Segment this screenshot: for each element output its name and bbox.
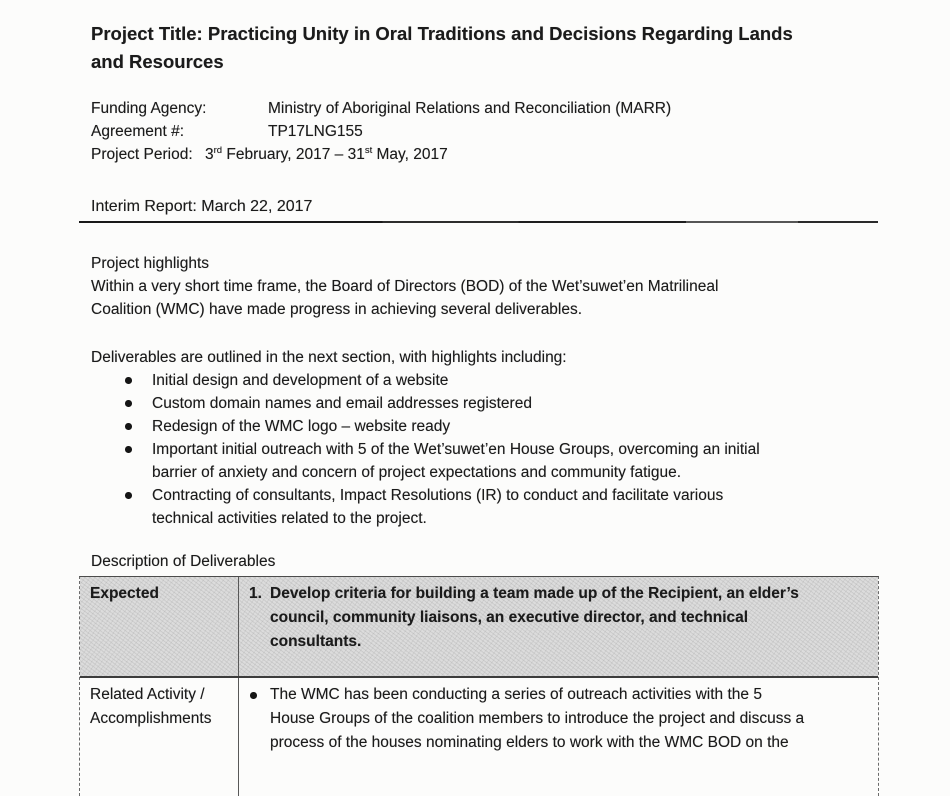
bullet-icon bbox=[125, 492, 132, 499]
deliverables-intro: Deliverables are outlined in the next section, with highlights including: bbox=[91, 349, 567, 366]
row-label-line: Related Activity / bbox=[90, 686, 205, 703]
cell-text-line: The WMC has been conducting a series of outreach activities with the 5 bbox=[270, 686, 762, 703]
bullet-icon bbox=[125, 400, 132, 407]
cell-text-line: consultants. bbox=[270, 633, 362, 650]
agreement-number-value: TP17LNG155 bbox=[268, 123, 363, 140]
ordinal-superscript: st bbox=[364, 144, 373, 156]
cell-text-line: Develop criteria for building a team made up of the Recipient, an elder’s bbox=[270, 585, 799, 602]
row-label-line: Accomplishments bbox=[90, 710, 212, 727]
list-item-line: Custom domain names and email addresses registered bbox=[152, 395, 532, 412]
row-label-cell: Expected bbox=[80, 577, 239, 676]
list-item-line: Important initial outreach with 5 of the Wet’suwet’en House Groups, overcoming an initial bbox=[152, 441, 760, 458]
project-highlights-line: Coalition (WMC) have made progress in achieving several deliverables. bbox=[91, 301, 583, 318]
horizontal-rule bbox=[79, 221, 878, 223]
funding-agency-value: Ministry of Aboriginal Relations and Reconciliation (MARR) bbox=[268, 100, 672, 117]
cell-text bbox=[270, 683, 868, 755]
project-period-row bbox=[91, 143, 878, 166]
project-highlights-line: Within a very short time frame, the Board of Directors (BOD) of the Wet’suwet’en Matrilineal bbox=[91, 278, 719, 295]
cell-text-line: process of the houses nominating elders to work with the WMC BOD on the bbox=[270, 734, 789, 751]
funding-agency-label: Funding Agency: bbox=[91, 100, 207, 117]
project-title bbox=[91, 20, 878, 76]
project-period-value: 3rd February, 2017 – 31st May, 2017 bbox=[205, 144, 448, 163]
bullet-wrap bbox=[249, 683, 270, 707]
project-highlights-heading: Project highlights bbox=[91, 255, 210, 272]
project-period-label: Project Period: bbox=[91, 146, 193, 163]
funding-agency-row bbox=[91, 97, 878, 120]
row-content-cell bbox=[239, 577, 878, 676]
list-item bbox=[122, 369, 878, 392]
bullet-icon bbox=[125, 423, 132, 430]
project-highlights-section bbox=[91, 252, 878, 321]
list-item-line: technical activities related to the project. bbox=[152, 510, 427, 527]
list-item bbox=[122, 392, 878, 415]
list-number: 1. bbox=[249, 585, 262, 602]
metadata-block bbox=[91, 97, 878, 166]
interim-report-heading: Interim Report: March 22, 2017 bbox=[91, 198, 313, 215]
row-label-cell bbox=[80, 678, 239, 796]
agreement-number-label: Agreement #: bbox=[91, 123, 185, 140]
bullet-icon bbox=[250, 692, 257, 699]
list-item-line: Contracting of consultants, Impact Resolutions (IR) to conduct and facilitate various bbox=[152, 487, 724, 504]
row-content-cell bbox=[239, 678, 878, 796]
document-page bbox=[0, 20, 950, 760]
list-item bbox=[122, 438, 878, 484]
project-title-line: and Resources bbox=[91, 51, 224, 72]
bullet-icon bbox=[125, 446, 132, 453]
interim-report-section bbox=[79, 195, 878, 223]
cell-text bbox=[270, 582, 868, 654]
cell-text-line: House Groups of the coalition members to introduce the project and discuss a bbox=[270, 710, 805, 727]
cell-text-line: council, community liaisons, an executive director, and technical bbox=[270, 609, 749, 626]
deliverables-table-caption: Description of Deliverables bbox=[91, 553, 276, 570]
project-title-line: Project Title: Practicing Unity in Oral Traditions and Decisions Regarding Lands bbox=[91, 23, 793, 44]
list-item bbox=[122, 415, 878, 438]
bullet-icon bbox=[125, 377, 132, 384]
table-row-expected bbox=[80, 577, 878, 676]
ordinal-superscript: rd bbox=[213, 144, 223, 156]
deliverables-table bbox=[79, 576, 879, 796]
agreement-number-row bbox=[91, 120, 878, 143]
deliverables-list bbox=[122, 369, 878, 530]
table-row-related-activity bbox=[80, 676, 878, 796]
list-item-line: barrier of anxiety and concern of project expectations and community fatigue. bbox=[152, 464, 682, 481]
list-item-line: Initial design and development of a website bbox=[152, 372, 449, 389]
list-item-line: Redesign of the WMC logo – website ready bbox=[152, 418, 451, 435]
list-item bbox=[122, 484, 878, 530]
